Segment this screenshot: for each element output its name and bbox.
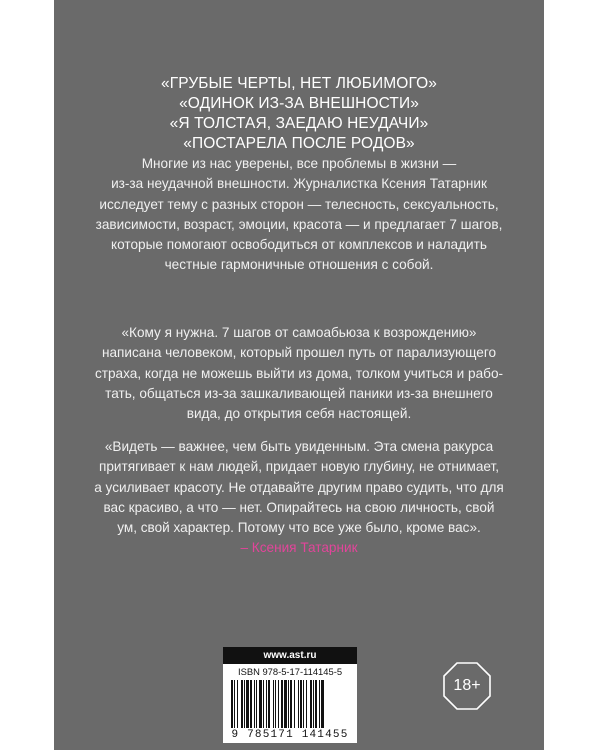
barcode-digits: 9 785171 141455 — [231, 729, 349, 741]
headline-4: «ПОСТАРЕЛА ПОСЛЕ РОДОВ» — [183, 135, 415, 152]
intro-line: Многие из нас уверены, все проблемы в жизни — — [141, 156, 457, 171]
age-rating-badge — [443, 662, 491, 710]
headline-1: «ГРУБЫЕ ЧЕРТЫ, НЕТ ЛЮБИМОГО» — [161, 75, 437, 92]
intro-line: которые помогают освободиться от комплексов и наладить — [111, 237, 487, 253]
intro-paragraph — [54, 154, 544, 276]
intro-line: из-за неудачной внешности. Журналистка Ксения Татарник — [111, 176, 487, 192]
headline-quotes — [54, 74, 544, 154]
quote-line: притягивает к нам людей, придает новую глубину, не отнимает, — [98, 459, 499, 475]
quote-line: вас красиво, а что — нет. Опирайтесь на свою личность, свой — [103, 499, 495, 515]
barcode-label — [223, 647, 357, 743]
intro-line: зависимости, возраст, эмоции, красота — и предлагает 7 шагов, — [95, 216, 503, 232]
description-line: написана человеком, который прошел путь от парализующего — [101, 345, 497, 361]
description-line: тать, общаться из-за зашкаливающей паники из-за внешнего — [105, 385, 493, 401]
description-line: страха, когда не можешь выйти из дома, толком учиться и рабо- — [94, 365, 504, 381]
isbn-text: ISBN 978-5-17-114145-5 — [237, 666, 343, 677]
headline-3: «Я ТОЛСТАЯ, ЗАЕДАЮ НЕУДАЧИ» — [169, 115, 429, 132]
author-quote — [54, 437, 544, 559]
book-description-paragraph — [54, 323, 544, 424]
quote-line: ум, свой характер. Потому что все уже было, кроме вас». — [117, 520, 481, 536]
description-line: «Кому я нужна. 7 шагов от самоабьюза к возрождению» — [121, 325, 477, 340]
description-line: вида, до открытия себя настоящей. — [186, 406, 412, 422]
headline-2: «ОДИНОК ИЗ-ЗА ВНЕШНОСТИ» — [179, 95, 419, 112]
intro-line: честные гармоничные отношения с собой. — [164, 257, 434, 273]
quote-author: – Ксения Татарник — [240, 540, 358, 556]
publisher-website: www.ast.ru — [223, 647, 357, 664]
age-rating-label: 18+ — [453, 677, 481, 694]
quote-line: «Видеть — важнее, чем быть увиденным. Эта смена ракурса — [104, 439, 494, 454]
barcode-icon — [229, 680, 351, 728]
back-cover — [54, 0, 544, 750]
intro-line: исследует тему с разных сторон — телесность, сексуальность, — [99, 196, 499, 212]
quote-line: а усиливает красоту. Не отдавайте другим право судить, что для — [94, 479, 504, 495]
